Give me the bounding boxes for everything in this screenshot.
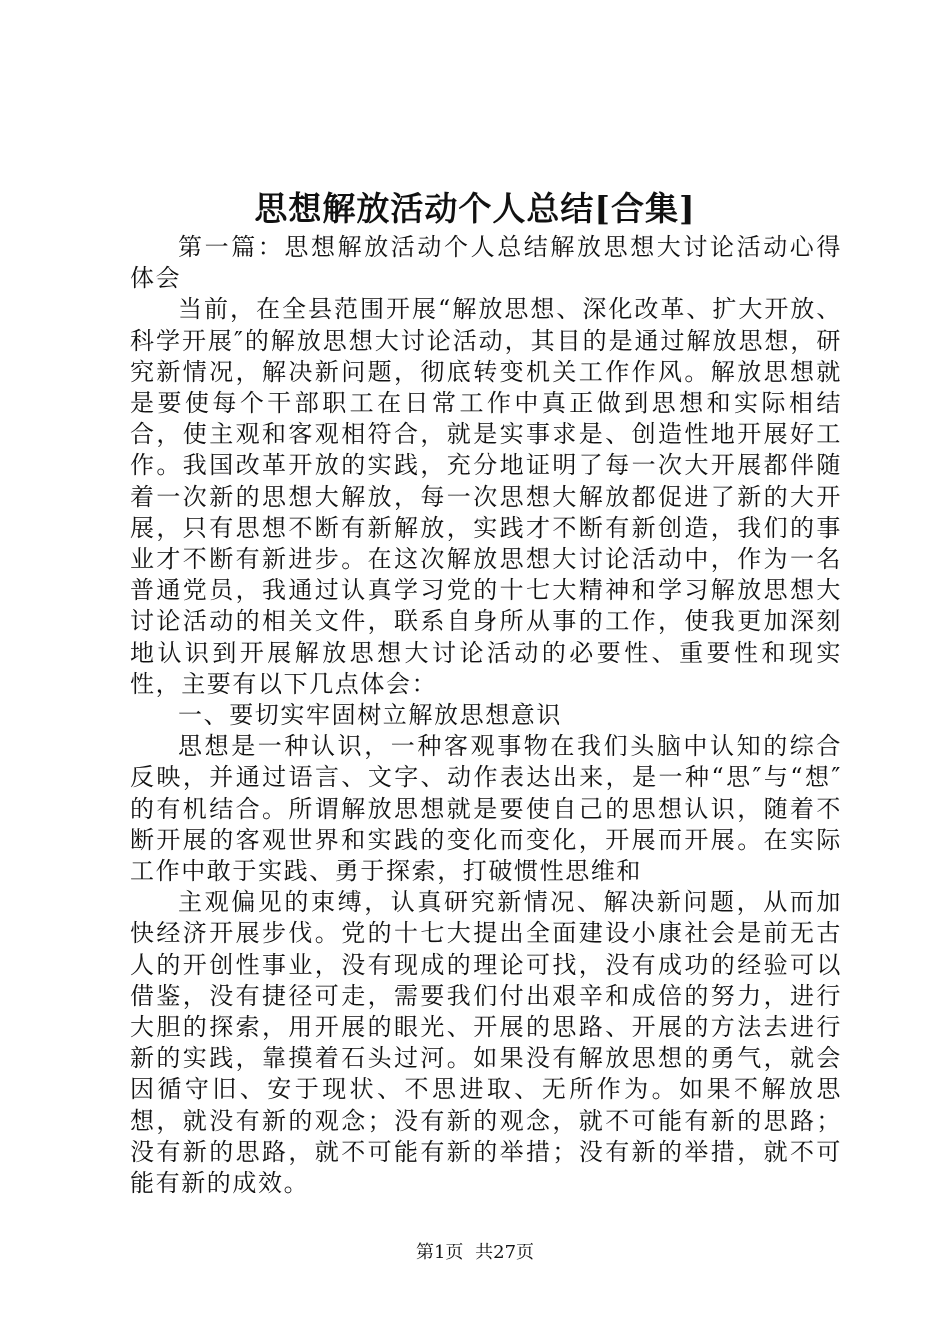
paragraph-subheading: 一、要切实牢固树立解放思想意识 xyxy=(178,701,562,730)
page-number: 第1页 xyxy=(415,1242,464,1263)
page-footer xyxy=(0,1240,950,1266)
page-total: 共27页 xyxy=(475,1242,535,1263)
document-body xyxy=(130,232,842,1199)
paragraph-section-heading: 第一篇：思想解放活动个人总结解放思想大讨论活动心得体会 xyxy=(130,233,842,293)
document-title: 思想解放活动个人总结[合集] xyxy=(254,189,696,228)
paragraph: 当前，在全县范围开展“解放思想、深化改革、扩大开放、科学开展″的解放思想大讨论活动，其目的是通过解放思想，研究新情况，解决新问题，彻底转变机关工作作风。解放思想就是要使每个干部职工在日常工作中真正做到思想和实际相结合，使主观和客观相符合，就是实事求是、创造性地开展好工作。我国改革开放的实践，充分地证明了每一次大开展都伴随着一次新的思想大解放，每一次思想大解放都促进了新的大开展，只有思想不断有新解放，实践才不断有新创造，我们的事业才不断有新进步。在这次解放思想大讨论活动中，作为一名普通党员，我通过认真学习党的十七大精神和学习解放思想大讨论活动的相关文件，联系自身所从事的工作，使我更加深刻地认识到开展解放思想大讨论活动的必要性、重要性和现实性，主要有以下几点体会： xyxy=(130,295,842,698)
paragraph: 主观偏见的束缚，认真研究新情况、解决新问题，从而加快经济开展步伐。党的十七大提出全面建设小康社会是前无古人的开创性事业，没有现成的理论可找，没有成功的经验可以借鉴，没有捷径可走，需要我们付出艰辛和成倍的努力，进行大胆的探索，用开展的眼光、开展的思路、开展的方法去进行新的实践，靠摸着石头过河。如果没有解放思想的勇气，就会因循守旧、安于现状、不思进取、无所作为。如果不解放思想，就没有新的观念；没有新的观念，就不可能有新的思路；没有新的思路，就不可能有新的举措；没有新的举措，就不可能有新的成效。 xyxy=(130,888,842,1198)
paragraph: 思想是一种认识，一种客观事物在我们头脑中认知的综合反映，并通过语言、文字、动作表达出来，是一种“思″与“想″的有机结合。所谓解放思想就是要使自己的思想认识，随着不断开展的客观世界和实践的变化而变化，开展而开展。在实际工作中敢于实践、勇于探索，打破惯性思维和 xyxy=(130,732,842,886)
